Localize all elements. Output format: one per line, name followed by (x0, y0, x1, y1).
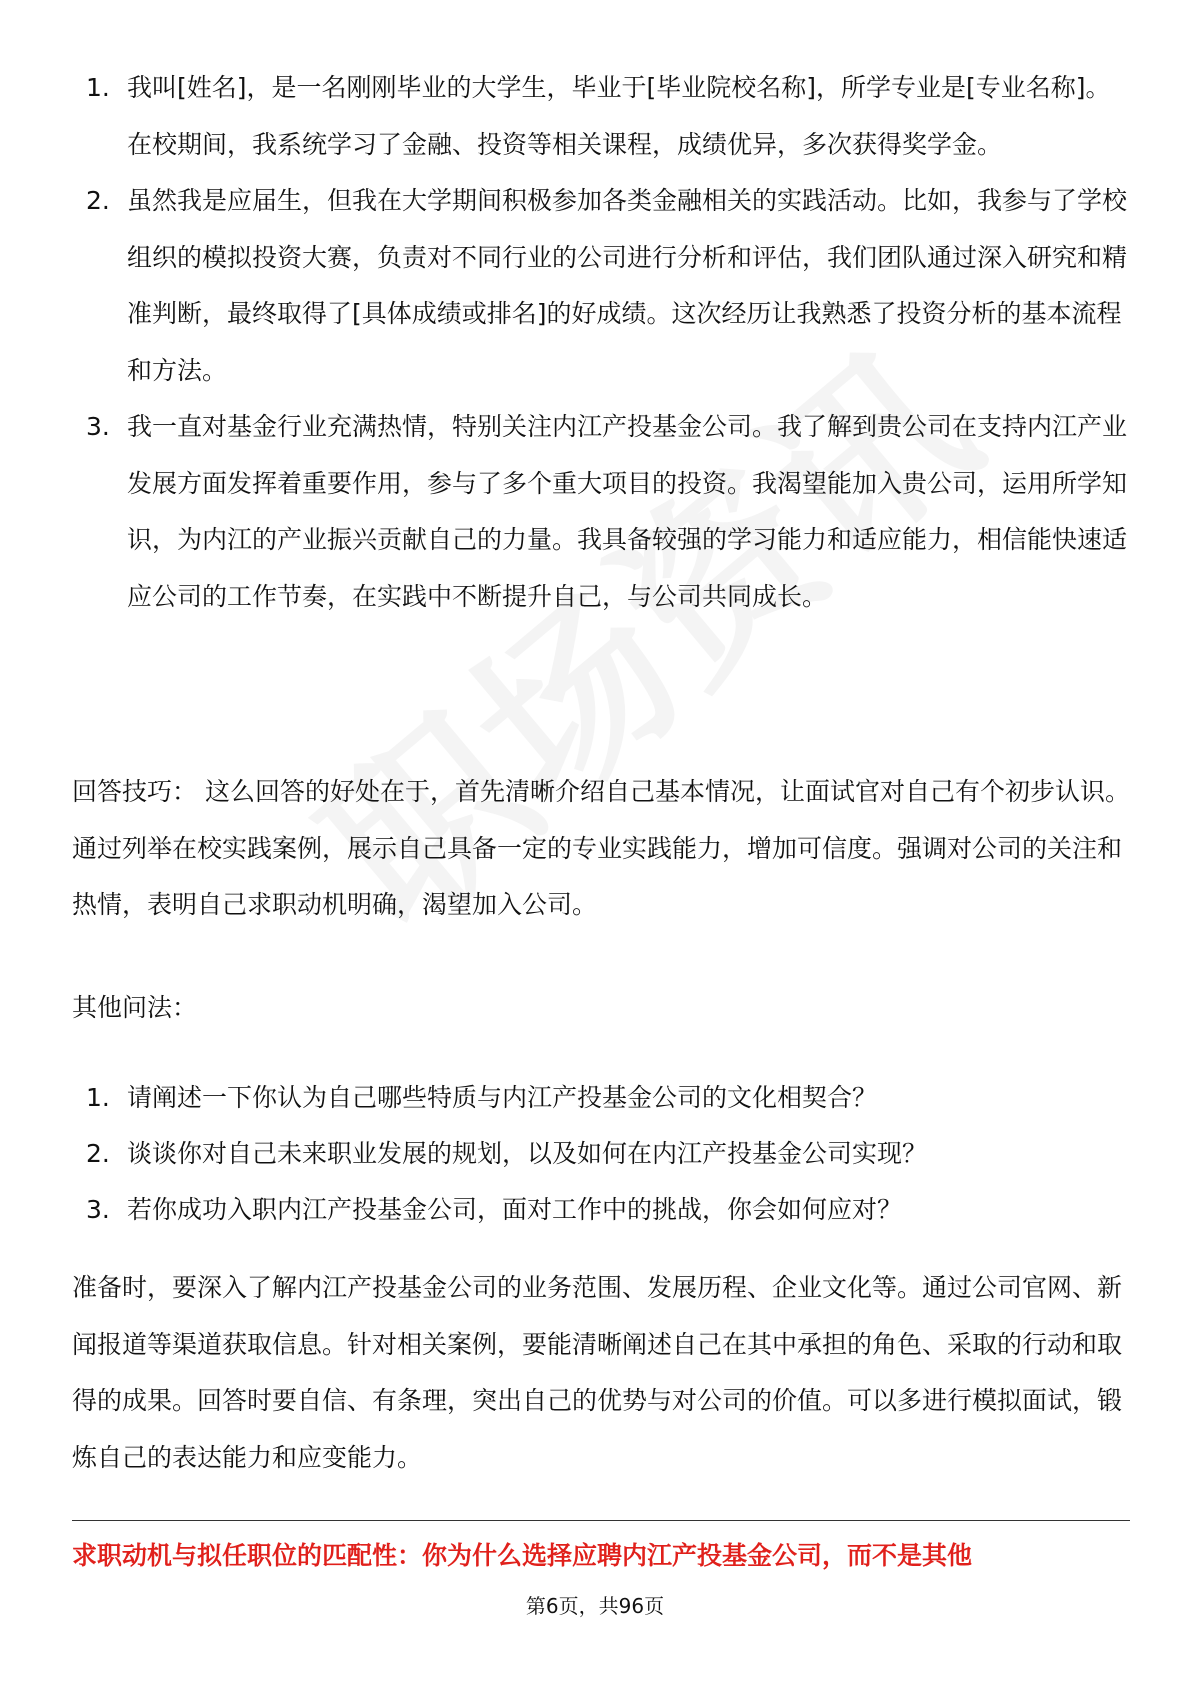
list-item (72, 1126, 1130, 1182)
list-number: 1. (86, 1083, 110, 1112)
answer-list (72, 60, 1130, 625)
other-questions-list (72, 1070, 1130, 1238)
page-number-footer: 第6页，共96页 (525, 1594, 665, 1618)
list-item-text: 虽然我是应届生，但我在大学期间积极参加各类金融相关的实践活动。比如，我参与了学校组织的模拟投资大赛，负责对不同行业的公司进行分析和评估，我们团队通过深入研究和精准判断，最终取得了[具体成绩或排名]的好成绩。这次经历让我熟悉了投资分析的基本流程和方法。 (127, 186, 1128, 385)
preparation-paragraph: 准备时，要深入了解内江产投基金公司的业务范围、发展历程、企业文化等。通过公司官网、新闻报道等渠道获取信息。针对相关案例，要能清晰阐述自己在其中承担的角色、采取的行动和取得的成果。回答时要自信、有条理，突出自己的优势与对公司的价值。可以多进行模拟面试，锻炼自己的表达能力和应变能力。 (72, 1273, 1123, 1472)
answer-tips-paragraph: 回答技巧： 这么回答的好处在于，首先清晰介绍自己基本情况，让面试官对自己有个初步认识。通过列举在校实践案例，展示自己具备一定的专业实践能力，增加可信度。强调对公司的关注和热情，表明自己求职动机明确，渴望加入公司。 (72, 777, 1130, 919)
list-item-text: 请阐述一下你认为自己哪些特质与内江产投基金公司的文化相契合？ (127, 1083, 878, 1112)
list-number: 2. (86, 1139, 110, 1168)
list-item (72, 399, 1130, 625)
next-question-heading: 求职动机与拟任职位的匹配性：你为什么选择应聘内江产投基金公司，而不是其他 (72, 1541, 973, 1570)
list-item (72, 1182, 1130, 1238)
list-number: 2. (86, 186, 110, 215)
other-questions-heading: 其他问法： (72, 993, 198, 1022)
list-number: 3. (86, 412, 110, 441)
list-item-text: 谈谈你对自己未来职业发展的规划，以及如何在内江产投基金公司实现？ (127, 1139, 928, 1168)
list-item (72, 173, 1130, 399)
list-number: 3. (86, 1195, 110, 1224)
list-item (72, 60, 1130, 173)
list-item-text: 若你成功入职内江产投基金公司，面对工作中的挑战，你会如何应对？ (127, 1195, 903, 1224)
list-item-text: 我一直对基金行业充满热情，特别关注内江产投基金公司。我了解到贵公司在支持内江产业发展方面发挥着重要作用，参与了多个重大项目的投资。我渴望能加入贵公司，运用所学知识，为内江的产业振兴贡献自己的力量。我具备较强的学习能力和适应能力，相信能快速适应公司的工作节奏，在实践中不断提升自己，与公司共同成长。 (127, 412, 1128, 611)
list-item (72, 1070, 1130, 1126)
list-number: 1. (86, 73, 110, 102)
list-item-text: 我叫[姓名]，是一名刚刚毕业的大学生，毕业于[毕业院校名称]，所学专业是[专业名称]。在校期间，我系统学习了金融、投资等相关课程，成绩优异，多次获得奖学金。 (127, 73, 1111, 159)
section-divider (72, 1520, 1130, 1521)
